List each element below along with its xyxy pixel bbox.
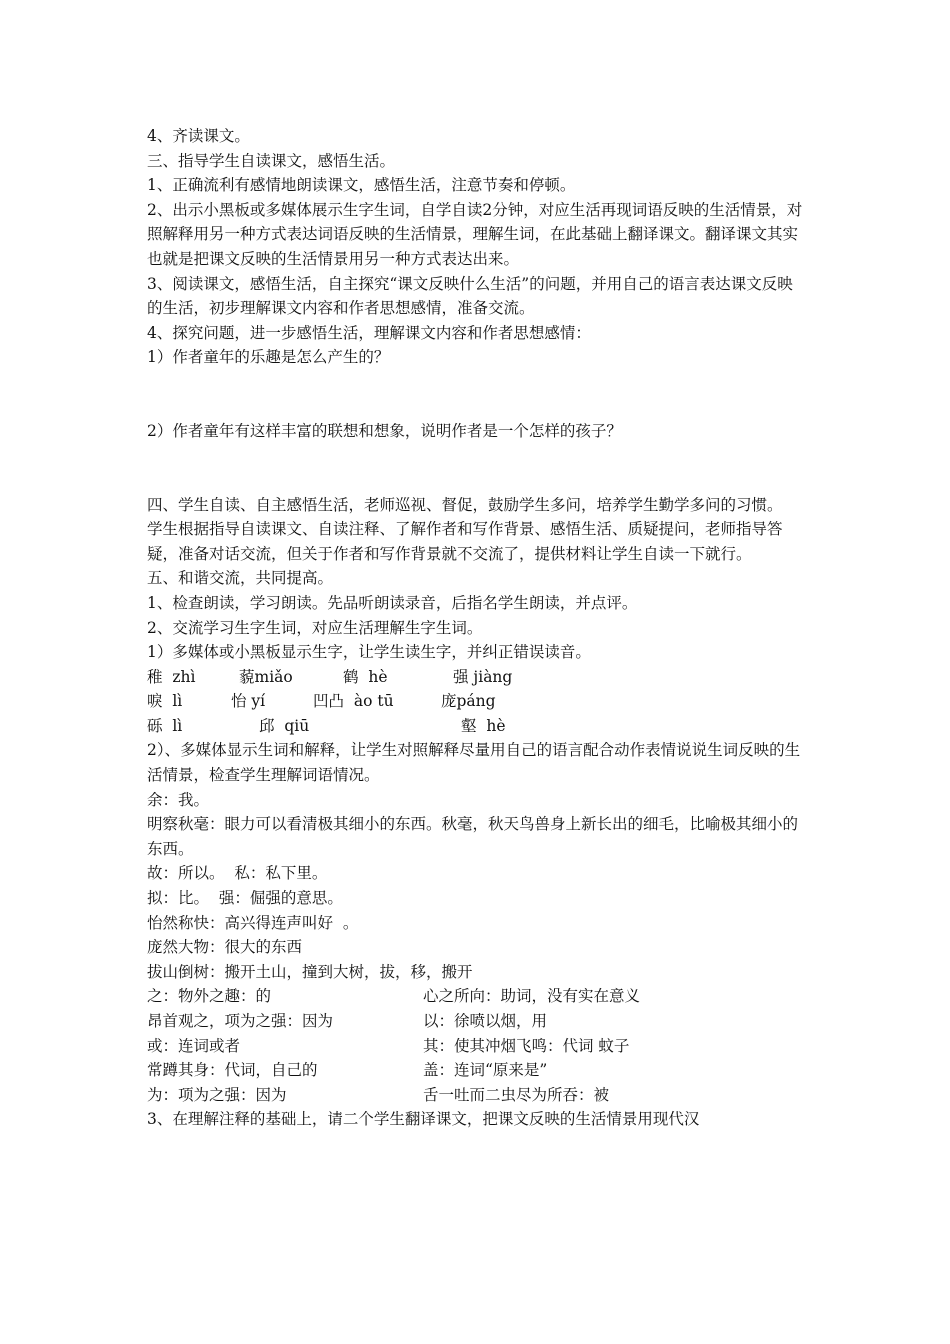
definition-right: 心之所向：助词，没有实在意义 [423, 987, 641, 1006]
pinyin-entry: 鹤 hè [343, 667, 388, 686]
text-paragraph: 2、出示小黑板或多媒体展示生字生词，自学自读2分钟，对应生活再现词语反映的生活情景，对照解释用另一种方式表达词语反映的生活情景，理解生词，在此基础上翻译课文。翻译课文其实也就是把课文反映的生活情景用另一种方式表达出来。 [147, 200, 803, 268]
text-paragraph: 2）、多媒体显示生词和解释，让学生对照解释尽量用自己的语言配合动作表情说说生词反映的生活情景，检查学生理解词语情况。 [147, 741, 801, 785]
section-heading: 五、和谐交流，共同提高。 [147, 569, 334, 588]
pinyin-row [147, 665, 807, 690]
definition-right: 其：使其冲烟飞鸣：代词 蚊子 [423, 1036, 630, 1055]
definition: 明察秋毫：眼力可以看清极其细小的东西。秋毫，秋天鸟兽身上新长出的细毛，比喻极其细小的东西。 [147, 815, 799, 858]
pinyin-row [147, 714, 807, 739]
pinyin-entry: 怡 yí [231, 692, 266, 711]
definition-left: 常蹲其身：代词，自己的 [147, 1061, 318, 1080]
answer-space [147, 444, 807, 493]
section-heading: 三、指导学生自读课文，感悟生活。 [147, 151, 396, 170]
text-paragraph: 3、阅读课文，感悟生活，自主探究“课文反映什么生活”的问题，并用自己的语言表达课文反映的生活，初步理解课文内容和作者思想感情，准备交流。 [147, 274, 793, 318]
text-line: 2、交流学习生字生词，对应生活理解生字生词。 [147, 618, 483, 637]
definition-row [147, 1083, 807, 1108]
pinyin-entry: 凹凸 ào tū [313, 692, 394, 711]
pinyin-entry: 稚 zhì [147, 667, 196, 686]
definition-row [147, 1009, 807, 1034]
pinyin-entry [395, 714, 461, 739]
pinyin-entry: 庞páng [441, 692, 496, 711]
definition-right: 舌一吐而二虫尽为所吞：被 [423, 1085, 610, 1104]
definition-row [147, 984, 807, 1009]
text-line: 1）多媒体或小黑板显示生字，让学生读生字，并纠正错误读音。 [147, 643, 591, 662]
pinyin-entry: 唳 lì [147, 692, 183, 711]
pinyin-entry: 藐miǎo [239, 667, 293, 686]
definition-left: 为：项为之强：因为 [147, 1085, 287, 1104]
definition-left: 昂首观之，项为之强：因为 [147, 1012, 334, 1030]
definition-left: 之：物外之趣：的 [147, 987, 272, 1006]
pinyin-entry: 砾 lì [147, 716, 183, 735]
definition: 拟：比。 强：倔强的意思。 [147, 889, 343, 908]
pinyin-entry: 邱 qiū [259, 716, 310, 735]
pinyin-row [147, 689, 807, 714]
text-line: 3、在理解注释的基础上，请二个学生翻译课文，把课文反映的生活情景用现代汉 [147, 1110, 700, 1129]
text-paragraph: 学生根据指导自读课文、自读注释、了解作者和写作背景、感悟生活、质疑提问，老师指导答疑，准备对话交流，但关于作者和写作背景就不交流了，提供材料让学生自读一下就行。 [147, 520, 783, 563]
definition: 拔山倒树：搬开土山，撞到大树，拔，移，搬开 [147, 962, 473, 981]
question-2: 2）作者童年有这样丰富的联想和想象，说明作者是一个怎样的孩子？ [147, 421, 622, 440]
answer-space [147, 370, 807, 419]
text-line: 4、探究问题，进一步感悟生活，理解课文内容和作者思想感情： [147, 323, 591, 342]
definition-right: 盖：连词“原来是” [423, 1061, 548, 1080]
definition: 故：所以。 私：私下里。 [147, 864, 328, 883]
text-line: 4、齐读课文。 [147, 127, 250, 145]
definition-row [147, 1034, 807, 1059]
question-1: 1）作者童年的乐趣是怎么产生的？ [147, 348, 390, 367]
definition-left: 或：连词或者 [147, 1036, 241, 1055]
pinyin-entry: 壑 hè [461, 716, 506, 735]
text-line: 1、正确流利有感情地朗读课文，感悟生活，注意节奏和停顿。 [147, 176, 576, 195]
text-line: 1、检查朗读，学习朗读。先品听朗读录音，后指名学生朗读，并点评。 [147, 593, 638, 612]
definition: 怡然称快：高兴得连声叫好 。 [147, 913, 359, 932]
section-heading: 四、学生自读、自主感悟生活，老师巡视、督促，鼓励学生多问，培养学生勤学多问的习惯。 [147, 495, 783, 514]
definition: 庞然大物：很大的东西 [147, 938, 303, 957]
pinyin-entry: 强 jiàng [453, 667, 513, 686]
definition-row [147, 1058, 807, 1083]
definition-right: 以：徐喷以烟，用 [423, 1012, 548, 1030]
document-page [147, 124, 807, 1132]
definition: 余：我。 [147, 790, 210, 809]
